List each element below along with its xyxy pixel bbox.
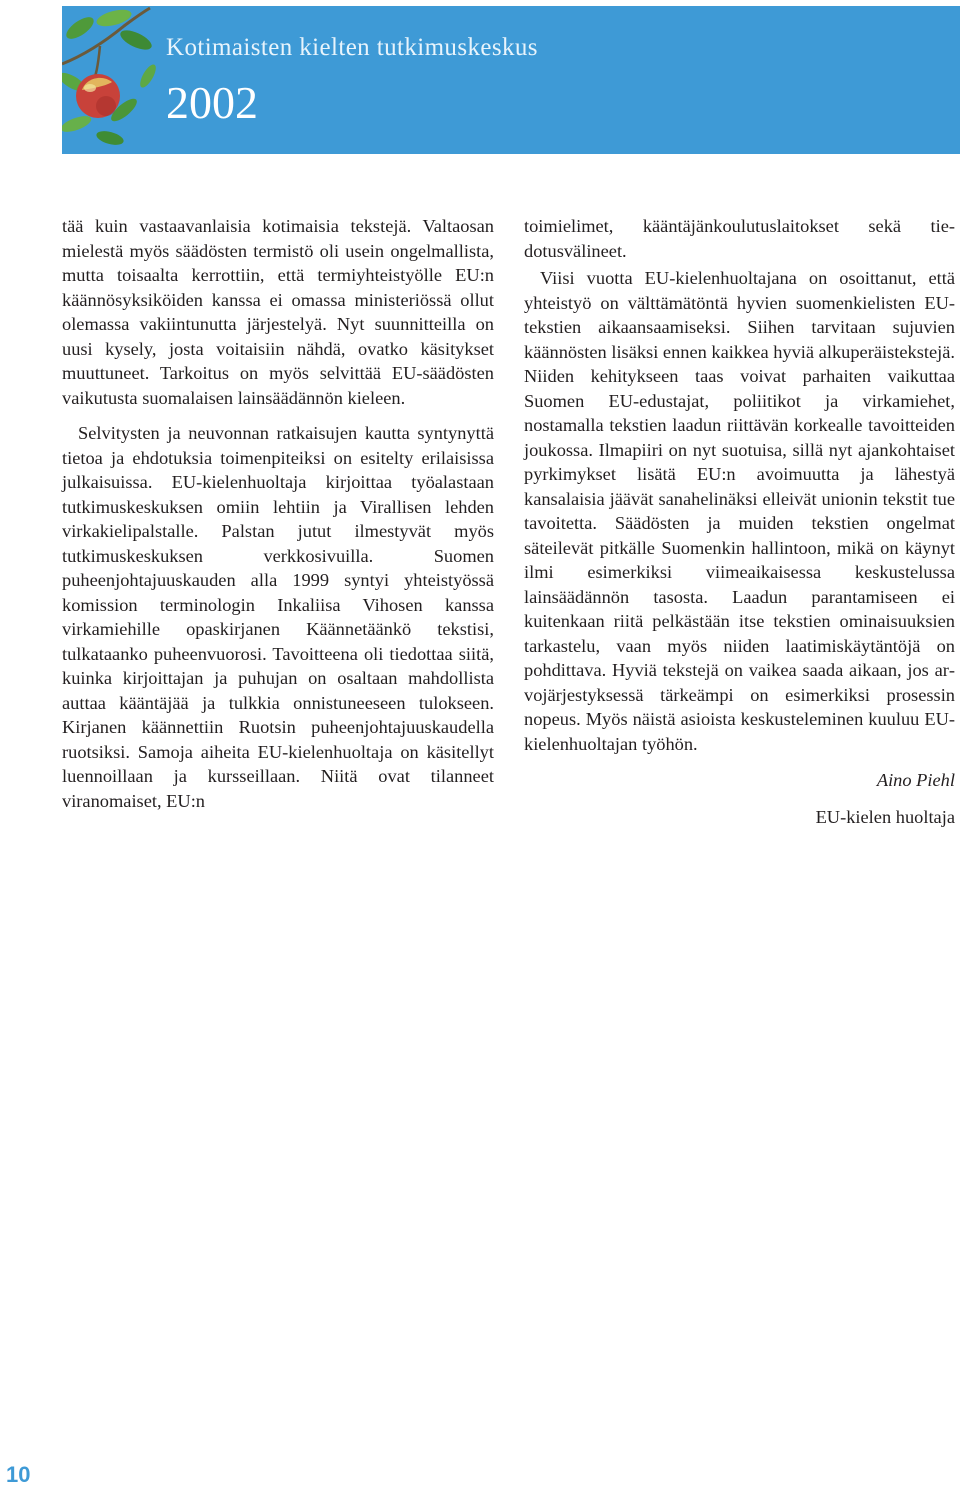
left-column	[62, 214, 494, 813]
author-signature: Aino Piehl	[876, 770, 955, 790]
header-banner	[62, 6, 960, 154]
right-column	[524, 214, 955, 829]
year-title: 2002	[166, 77, 258, 128]
paragraph: toimielimet, kääntäjänkoulutuslaitokset sekä tiedotusvälineet.	[524, 216, 955, 261]
paragraph: Viisi vuotta EU-kielenhuoltajana on osoittanut, että yhteistyö on välttämätöntä hyvien suomenkielisten EU-tekstien aikaansaamiseksi. Siihen tarvitaan sujuvien käännösten lisäksi ennen kaikkea hyviä alkuperäistekstejä. Niiden kehitykseen taas voivat parhaiten vaikuttaa Suomen EU-edustajat, poliitikot ja virkamiehet, nostamalla tekstien laadun riittävän korkealle tavoitteiden joukossa. Ilmapiiri on nyt suotuisa, sillä nyt ajankohtaiset pyrkimykset lisätä EU:n avoimuutta ja lähestyä kansalaisia jäävät sanahelinäksi elleivät unionin tekstit tue tavoitetta. Säädösten ja muiden tekstien ongelmat säteilevät pitkälle Suomenkin hallintoon, mikä on käynyt ilmi esimerkiksi viimeaikaisessa keskustelussa lainsäädännön tasosta. Laadun parantamiseen ei kuitenkaan riitä pelkästään itse tekstien ominaisuuksien tarkastelu, vaan myös niiden laatimiskäytäntöjä on pohdittava. Hyviä tekstejä on vaikea saada aikaan, jos arvojärjestyksessä tärkeämpi on esimerkiksi prosessin nopeus. Myös näistä asioista keskusteleminen kuuluu EU-kielenhuoltajan työhön.	[524, 268, 956, 754]
organization-name: Kotimaisten kielten tutkimuskeskus	[166, 34, 538, 61]
paragraph: tää kuin vastaavanlaisia kotimaisia tekstejä. Valtaosan mielestä myös säädösten termistö oli usein ongelmallista, mutta toisaalta kerrottiin, että termiyhteistyölle EU:n käännösyksiköiden kanssa ei omassa ministeriössä ollut olemassa vakiintunutta järjestelyä. Nyt suunnitteilla on uusi kysely, josta voitaisiin nähdä, ovatko käsitykset muuttuneet. Tarkoitus on myös selvittää EU-säädösten vaikutusta suomalaisen lainsäädännön kieleen.	[62, 216, 494, 408]
page-number: 10	[6, 1462, 31, 1487]
author-role: EU-kielen huoltaja	[815, 806, 955, 827]
paragraph: Selvitysten ja neuvonnan ratkaisujen kautta syntynyttä tietoa ja ehdotuksia toimenpiteiksi on esitelty erilaisissa julkaisuissa. EU-kielenhuoltaja kirjoittaa työalastaan tutkimuskeskuksen omiin lehtiin ja Virallisen lehden virkakielipalstalle. Palstan jutut ilmestyvät myös tutkimuskeskuksen verkkosivuilla. Suomen puheenjohtajuuskauden alla 1999 syntyi yhteistyössä komission terminologin Inkaliisa Vihosen kanssa virkamiehille opaskirjanen Käännetäänkö tekstisi, tulkataanko puheenvuorosi. Tavoitteena oli tiedottaa siitä, kuinka kirjoittajan ja puhujan on osaltaan mahdollista auttaa kääntäjää ja tulkkia onnistuneeseen tulokseen. Kirjanen käännettiin Ruotsin puheenjohtajuuskaudella ruotsiksi. Samoja aiheita EU-kielenhuoltaja on käsitellyt luennoillaan ja kursseillaan. Niitä ovat tilanneet viranomaiset, EU:n	[62, 423, 494, 811]
